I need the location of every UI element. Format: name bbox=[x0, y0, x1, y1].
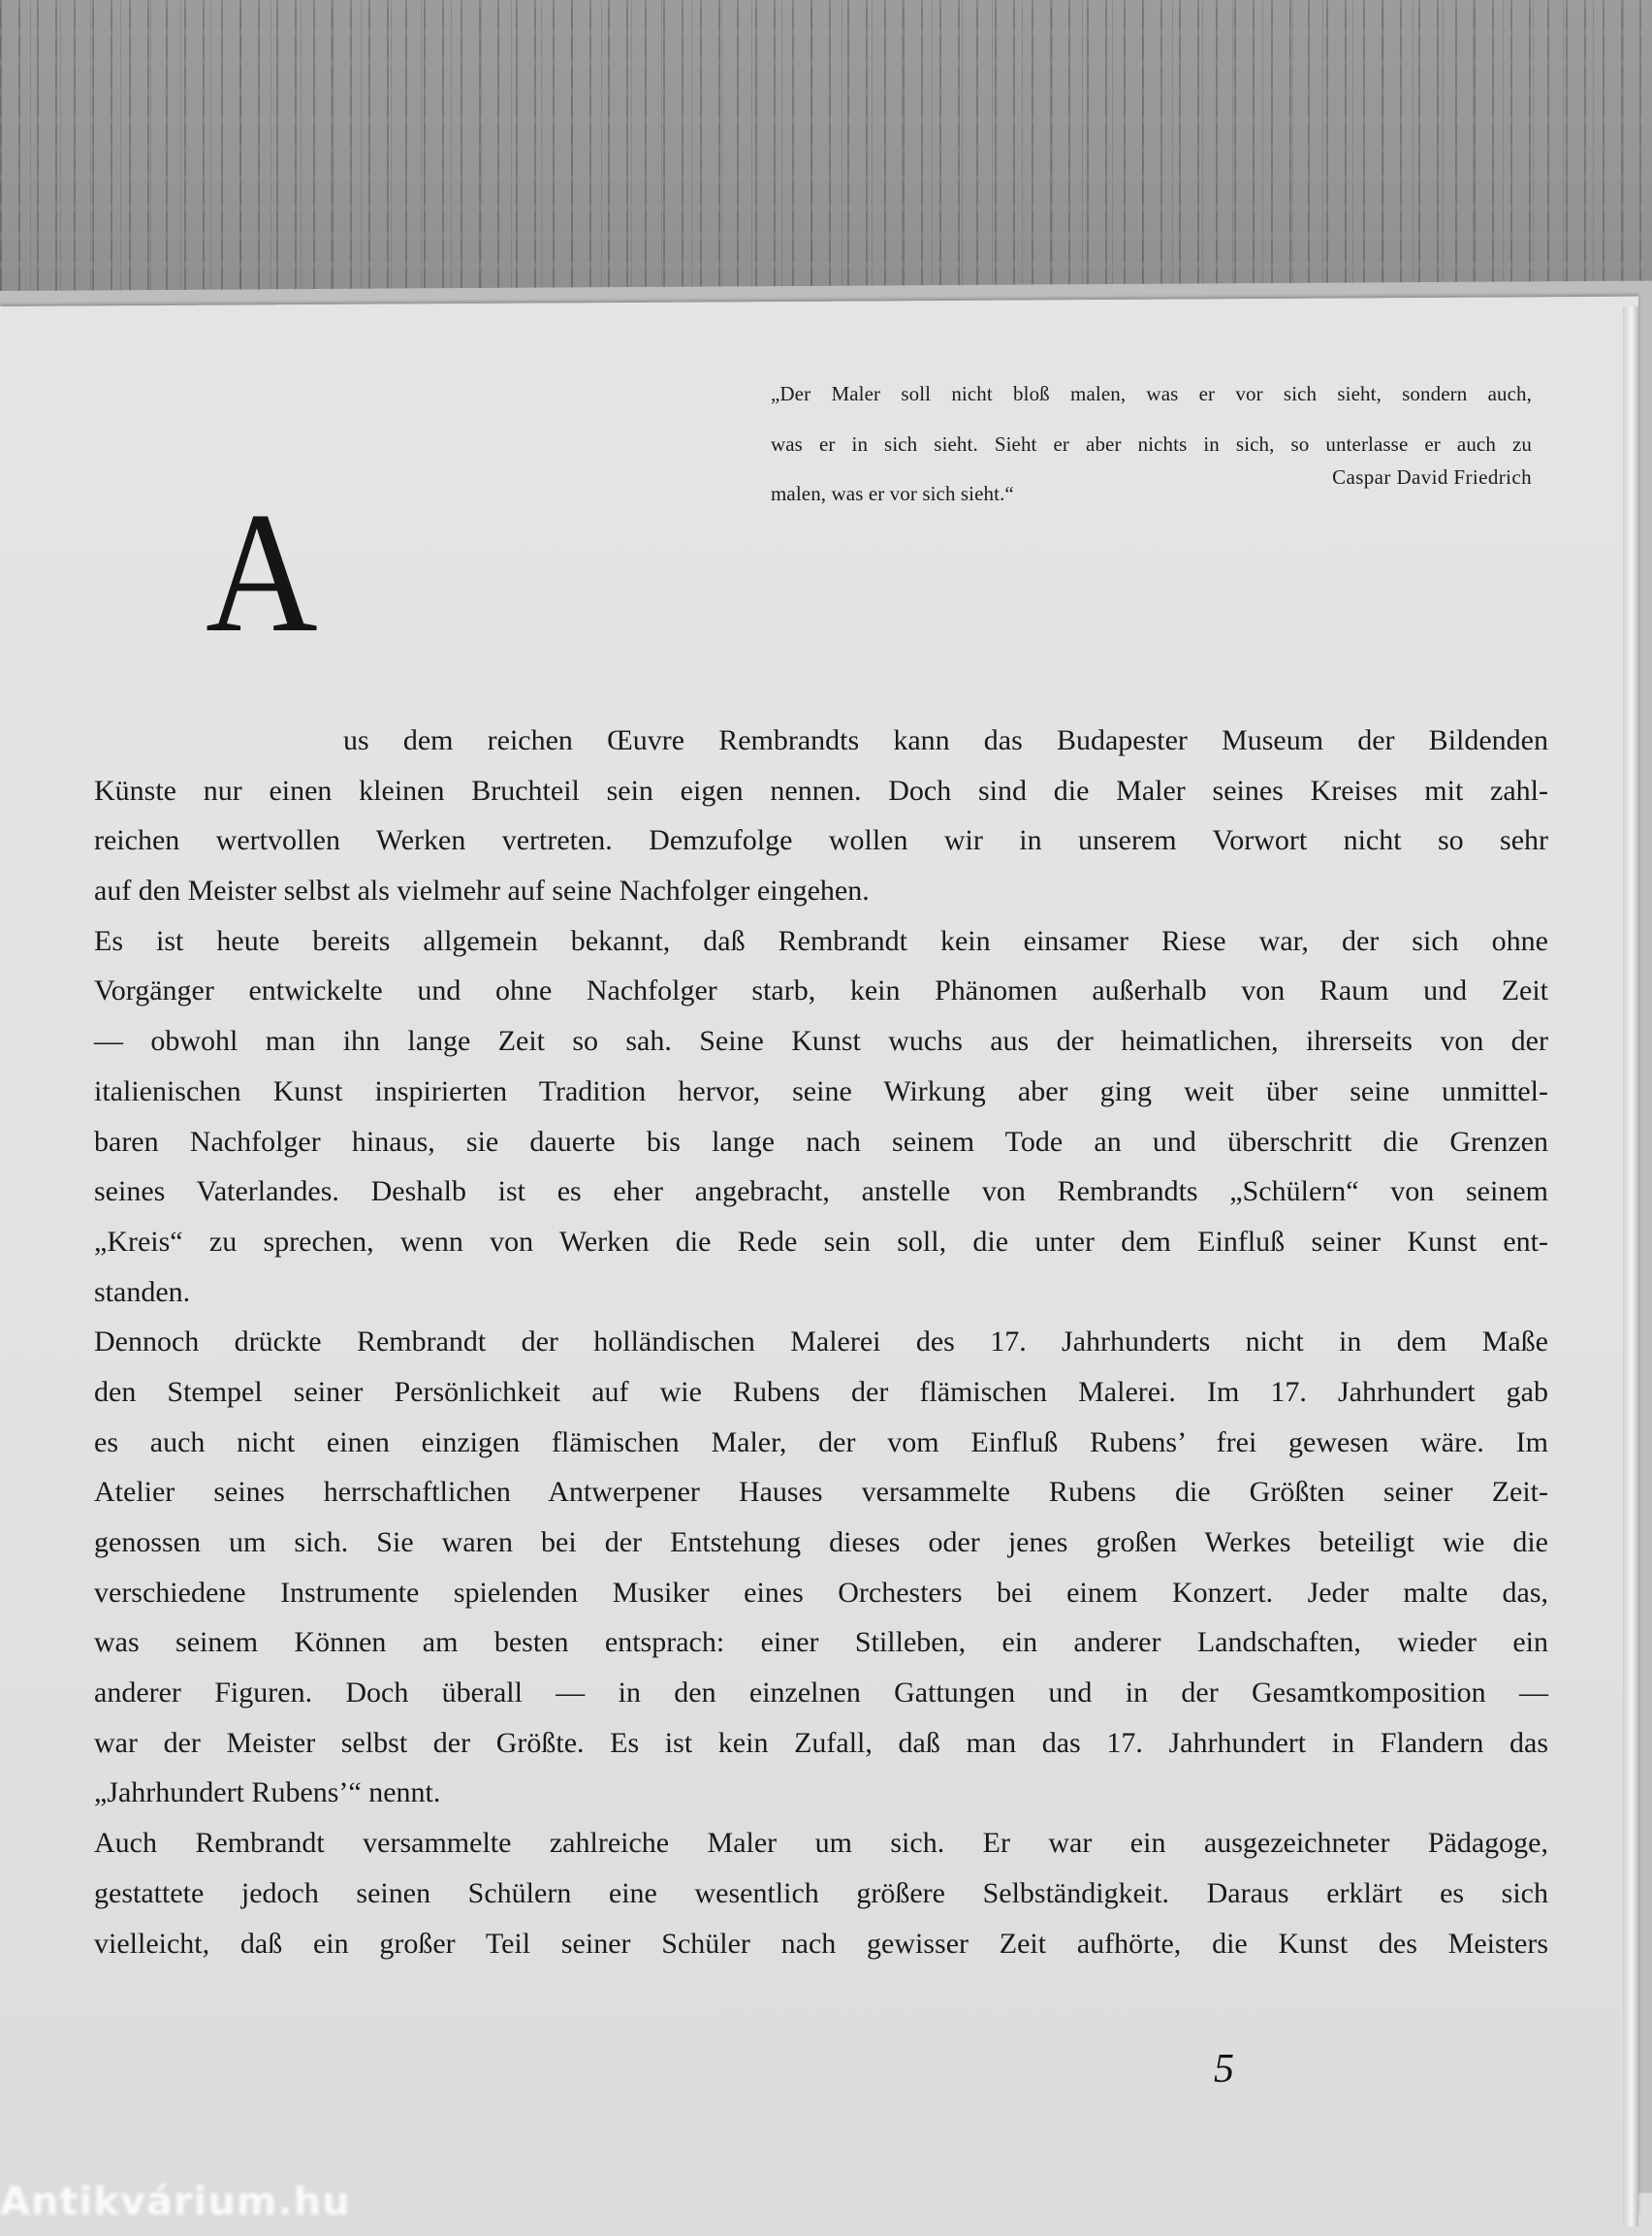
body-line: war der Meister selbst der Größte. Es ist kein Zufall, daß man das 17. Jahrhundert in Flandern das bbox=[94, 1726, 1548, 1759]
body-line: den Stempel seiner Persönlichkeit auf wie Rubens der flämischen Malerei. Im 17. Jahrhundert gab bbox=[94, 1375, 1548, 1408]
body-line: italienischen Kunst inspirierten Tradition hervor, seine Wirkung aber ging weit über seine unmittel- bbox=[94, 1074, 1548, 1107]
body-line: standen. bbox=[94, 1275, 191, 1308]
body-line: us dem reichen Œuvre Rembrandts kann das Budapester Museum der Bildenden bbox=[343, 724, 1548, 756]
body-line: vielleicht, daß ein großer Teil seiner Schüler nach gewisser Zeit aufhörte, die Kunst des Meisters bbox=[94, 1927, 1548, 1960]
body-line: Vorgänger entwickelte und ohne Nachfolger starb, kein Phänomen außerhalb von Raum und Zeit bbox=[94, 974, 1548, 1007]
body-line: Dennoch drückte Rembrandt der holländischen Malerei des 17. Jahrhunderts nicht in dem Maße bbox=[94, 1326, 1548, 1358]
epigraph-line: „Der Maler soll nicht bloß malen, was er vor sich sieht, sondern auch, bbox=[771, 382, 1532, 405]
body-line: genossen um sich. Sie waren bei der Entstehung dieses oder jenes großen Werkes beteiligt wie die bbox=[94, 1526, 1548, 1558]
epigraph-line: was er in sich sieht. Sieht er aber nichts in sich, so unterlasse er auch zu bbox=[771, 431, 1532, 456]
body-line: es auch nicht einen einzigen flämischen Maler, der vom Einfluß Rubens’ frei gewesen wäre. Im bbox=[94, 1425, 1548, 1458]
body-line: Auch Rembrandt versammelte zahlreiche Maler um sich. Er war ein ausgezeichneter Pädagoge, bbox=[94, 1827, 1548, 1860]
body-line: Atelier seines herrschaftlichen Antwerpener Hauses versammelte Rubens die Größten seiner Zeit- bbox=[94, 1476, 1548, 1509]
page-edge bbox=[1623, 306, 1638, 2226]
body-line: verschiedene Instrumente spielenden Musiker eines Orchesters bei einem Konzert. Jeder malte das, bbox=[94, 1576, 1548, 1609]
page-number: 5 bbox=[1214, 2047, 1234, 2092]
body-line: anderer Figuren. Doch überall — in den einzelnen Gattungen und in der Gesamtkomposition — bbox=[94, 1677, 1548, 1709]
watermark: Antikvárium.hu bbox=[0, 2180, 351, 2224]
body-line: seines Vaterlandes. Deshalb ist es eher angebracht, anstelle von Rembrandts „Schülern“ von seinem bbox=[94, 1175, 1548, 1208]
body-line: was seinem Können am besten entsprach: einer Stilleben, ein anderer Landschaften, wieder ein bbox=[94, 1626, 1548, 1659]
body-line: auf den Meister selbst als vielmehr auf seine Nachfolger eingehen. bbox=[94, 875, 870, 908]
body-line: baren Nachfolger hinaus, sie dauerte bis lange nach seinem Tode an und überschritt die Grenzen bbox=[94, 1125, 1548, 1158]
body-line: Künste nur einen kleinen Bruchteil sein eigen nennen. Doch sind die Maler seines Kreises mit zahl- bbox=[94, 774, 1548, 807]
epigraph-line: malen, was er vor sich sieht.“ bbox=[771, 482, 1014, 506]
body-line: Es ist heute bereits allgemein bekannt, daß Rembrandt kein einsamer Riese war, der sich ohne bbox=[94, 924, 1548, 957]
book-page bbox=[0, 297, 1638, 2226]
epigraph-author: Caspar David Friedrich bbox=[1332, 465, 1532, 489]
background-texture bbox=[0, 0, 1652, 320]
body-line: „Kreis“ zu sprechen, wenn von Werken die Rede sein soll, die unter dem Einfluß seiner Kunst ent- bbox=[94, 1225, 1548, 1258]
body-line: reichen wertvollen Werken vertreten. Demzufolge wollen wir in unserem Vorwort nicht so sehr bbox=[94, 824, 1548, 857]
body-line: gestattete jedoch seinen Schülern eine wesentlich größere Selbständigkeit. Daraus erklärt es sich bbox=[94, 1876, 1548, 1909]
drop-cap: A bbox=[206, 476, 318, 668]
body-line: „Jahrhundert Rubens’“ nennt. bbox=[94, 1776, 441, 1809]
body-line: — obwohl man ihn lange Zeit so sah. Seine Kunst wuchs aus der heimatlichen, ihrerseits von der bbox=[94, 1025, 1548, 1058]
